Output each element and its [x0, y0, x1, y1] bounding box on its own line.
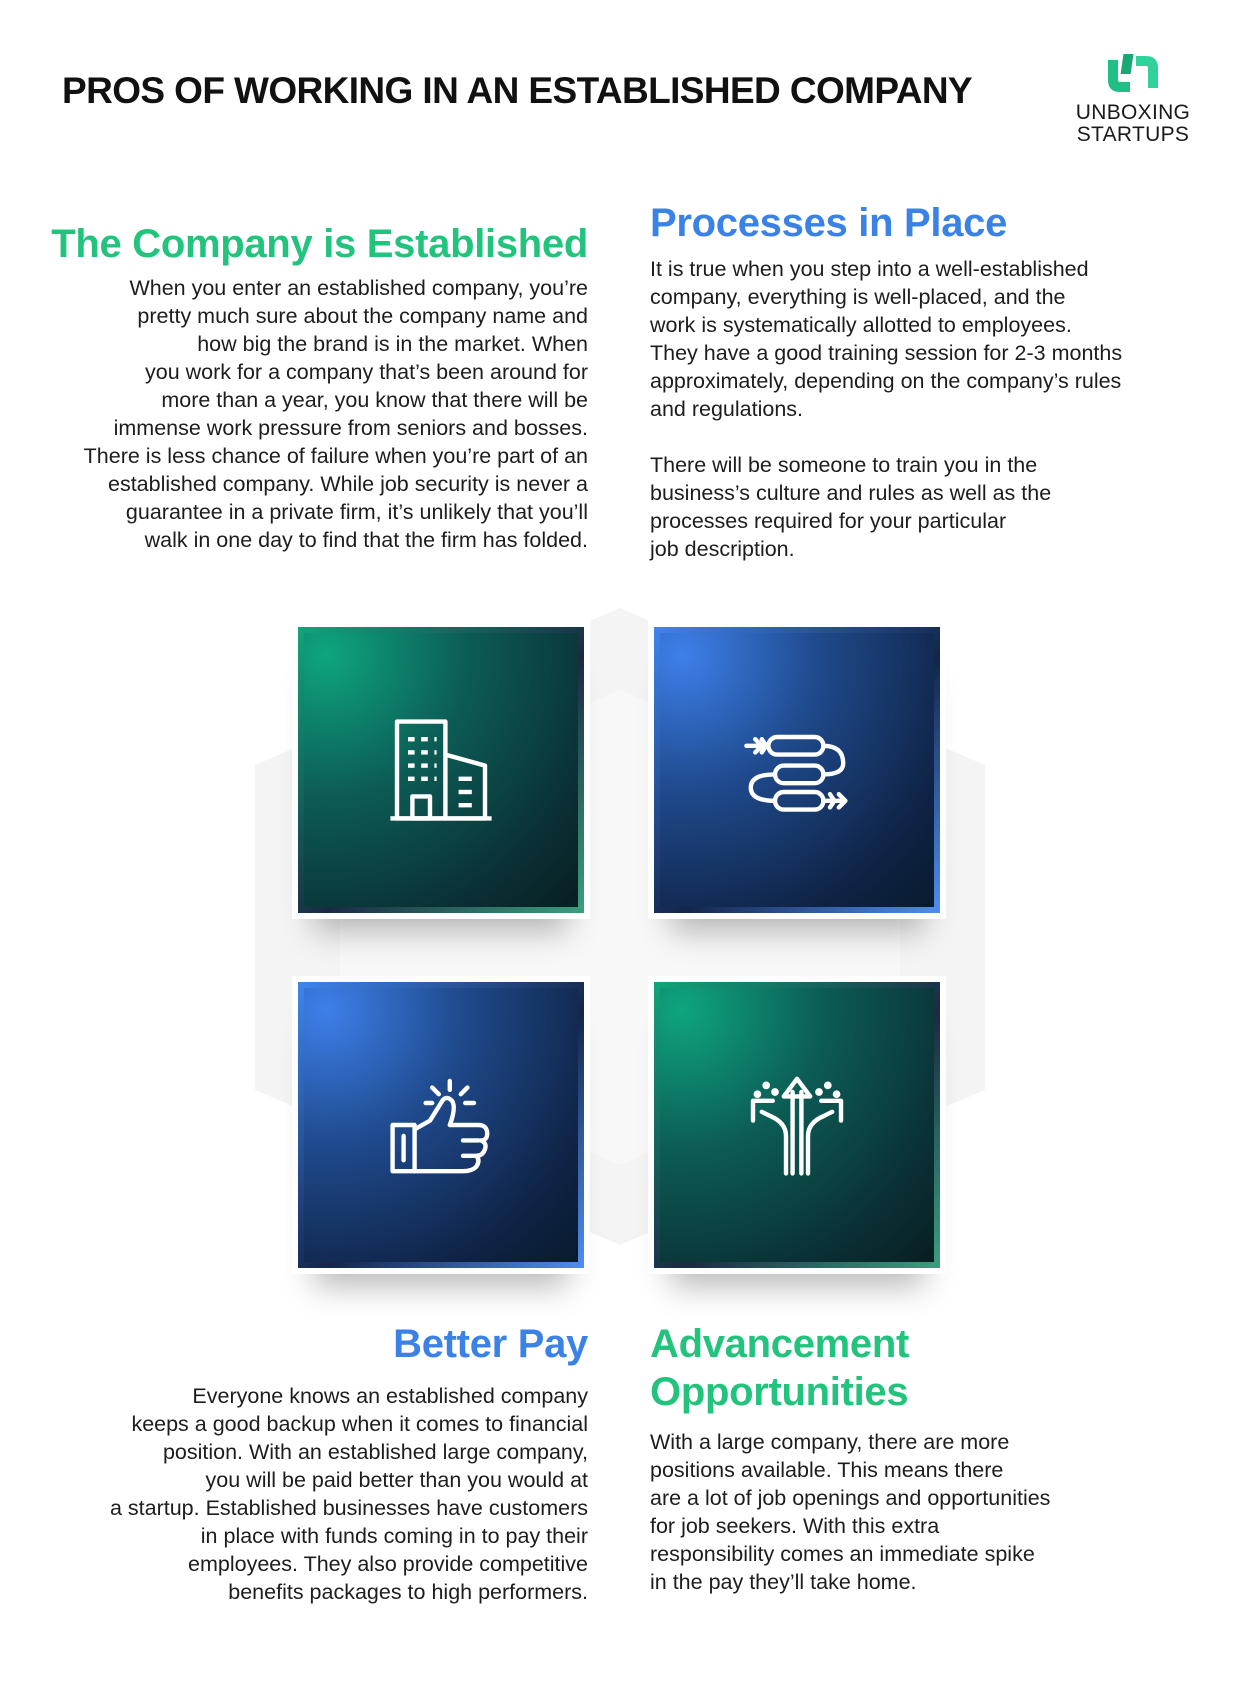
thumbs-up-icon: [386, 1070, 496, 1180]
logo-text-line2: STARTUPS: [1076, 123, 1190, 146]
process-flow-icon: [742, 715, 852, 825]
office-building-icon: [386, 715, 496, 825]
section-better-pay: [50, 1320, 588, 1606]
section-title: Advancement Opportunities: [650, 1322, 910, 1414]
tile-processes: [648, 621, 946, 919]
logo-text-line1: UNBOXING: [1075, 101, 1191, 124]
section-title: Processes in Place: [650, 201, 1008, 245]
section-body: With a large company, there are more positions available. This means there are a lot of job openings and opportunities for job seekers. With this extra responsibility comes an immediate spike in the pay they’ll take home.: [650, 1430, 1051, 1594]
section-body: It is true when you step into a well-established company, everything is well-placed, and the work is systematically allotted to employees. They have a good training session for 2-3 months approximately, depending on the company’s rules and regulations. There will be someone to train you in the business’s culture and rules as well as the processes required for your particular job description.: [650, 257, 1123, 561]
section-title: Better Pay: [393, 1322, 588, 1366]
page-title: PROS OF WORKING IN AN ESTABLISHED COMPANY: [62, 70, 973, 111]
section-established: [50, 220, 588, 554]
tile-better-pay: [292, 976, 590, 1274]
section-advancement: [650, 1320, 1210, 1596]
tile-established: [292, 621, 590, 919]
brand-logo: [1068, 50, 1198, 146]
unboxing-startups-logo-icon: [1104, 50, 1162, 98]
section-title: The Company is Established: [51, 222, 588, 266]
section-body: When you enter an established company, you’re pretty much sure about the company name and how big the brand is in the market. When you work for a company that’s been around for more than a year, you know that there will be immense work pressure from seniors and bosses. There is less chance of failure when you’re part of an established company. While job security is never a guarantee in a private firm, it’s unlikely that you’ll walk in one day to find that the firm has folded.: [83, 276, 588, 552]
section-body: Everyone knows an established company keeps a good backup when it comes to financial position. With an established large company, you will be paid better than you would at a startup. Established businesses have customers in place with funds coming in to pay their employees. They also provide competitive benefits packages to high performers.: [109, 1384, 588, 1604]
branching-arrows-icon: [742, 1070, 852, 1180]
section-processes: [650, 199, 1210, 563]
tile-advancement: [648, 976, 946, 1274]
